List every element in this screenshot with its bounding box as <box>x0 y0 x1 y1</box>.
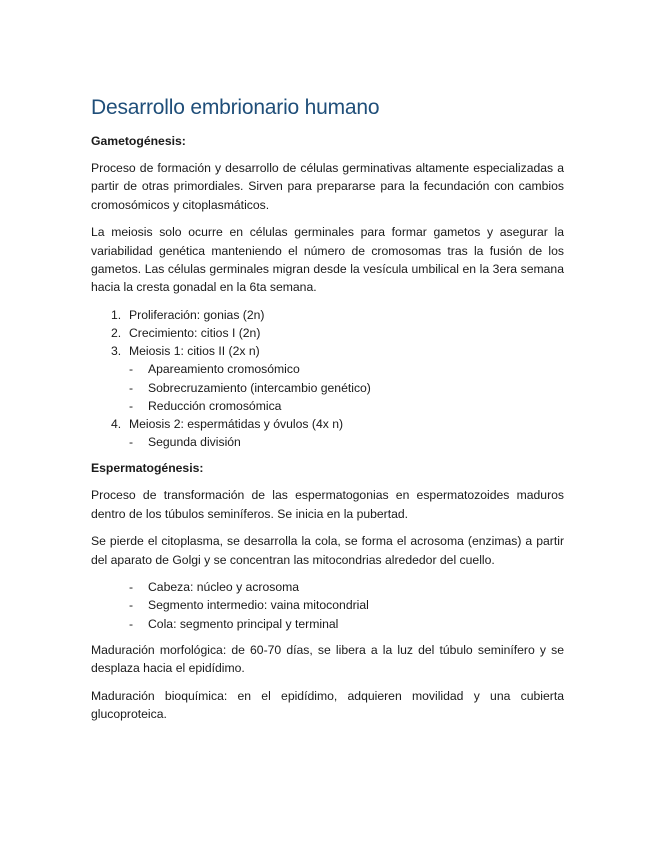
espermatogenesis-paragraph-1: Proceso de transformación de las espermatogonias en espermatozoides maduros dentro de los túbulos seminíferos. Se inicia en la pubertad. <box>91 488 564 521</box>
list-item-text: Crecimiento: citios I (2n) <box>129 326 261 341</box>
list-item-text: Cabeza: núcleo y acrosoma <box>148 580 300 595</box>
section-heading-espermatogenesis: Espermatogénesis: <box>91 461 204 476</box>
espermatogenesis-paragraph-3: Maduración morfológica: de 60-70 días, se libera a la luz del túbulo seminífero y se desplaza hacia el epidídimo. <box>91 642 564 676</box>
sub-list-item-text: Apareamiento cromosómico <box>148 362 300 377</box>
sub-list-item <box>129 433 564 451</box>
sub-list-item <box>129 397 564 415</box>
dash-bullet: - <box>129 580 134 595</box>
espermatogenesis-paragraph-4: Maduración bioquímica: en el epidídimo, adquieren movilidad y una cubierta glucoproteica. <box>91 688 564 721</box>
list-item-text: Proliferación: gonias (2n) <box>129 307 265 322</box>
sperm-parts-list <box>91 578 564 633</box>
sub-list-item <box>129 360 564 378</box>
list-number: 1. <box>111 307 122 322</box>
sub-list-item <box>129 379 564 397</box>
dash-bullet: - <box>129 616 134 631</box>
list-item <box>91 342 564 415</box>
gametogenesis-steps-list <box>91 306 564 452</box>
list-item-text: Segmento intermedio: vaina mitocondrial <box>148 598 369 613</box>
list-number: 4. <box>111 417 122 432</box>
dash-bullet: - <box>129 398 134 413</box>
sub-list-item-text: Sobrecruzamiento (intercambio genético) <box>148 380 371 395</box>
list-item <box>91 324 564 342</box>
sub-list <box>129 433 564 451</box>
dash-bullet: - <box>129 598 134 613</box>
sub-list-item-text: Reducción cromosómica <box>148 398 282 413</box>
dash-bullet: - <box>129 380 134 395</box>
list-item-text: Cola: segmento principal y terminal <box>148 616 339 631</box>
list-item <box>91 306 564 324</box>
sub-list-item-text: Segunda división <box>148 435 241 450</box>
espermatogenesis-paragraph-2: Se pierde el citoplasma, se desarrolla la cola, se forma el acrosoma (enzimas) a partir del aparato de Golgi y se concentran las mitocondrias alrededor del cuello. <box>91 534 564 567</box>
list-number: 3. <box>111 344 122 359</box>
list-item <box>91 615 564 633</box>
list-item-text: Meiosis 1: citios II (2x n) <box>129 344 260 359</box>
list-item <box>91 596 564 614</box>
gametogenesis-paragraph-2: La meiosis solo ocurre en células germinales para formar gametos y asegurar la variabilidad genética manteniendo el número de cromosomas tras la fusión de los gametos. Las células germinales migran desde la vesícula umbilical en la 3era semana hacia la cresta gonadal en la 6ta semana. <box>91 225 564 295</box>
list-item <box>91 415 564 451</box>
list-number: 2. <box>111 326 122 341</box>
page-title: Desarrollo embrionario humano <box>91 96 380 119</box>
dash-bullet: - <box>129 362 134 377</box>
sub-list <box>129 360 564 415</box>
list-item <box>91 578 564 596</box>
list-item-text: Meiosis 2: espermátidas y óvulos (4x n) <box>129 417 344 432</box>
gametogenesis-paragraph-1: Proceso de formación y desarrollo de células germinativas altamente especializadas a partir de otras primordiales. Sirven para prepararse para la fecundación con cambios cromosómicos y citoplasmáticos. <box>91 161 564 212</box>
section-heading-gametogenesis: Gametogénesis: <box>91 134 186 148</box>
dash-bullet: - <box>129 435 134 450</box>
